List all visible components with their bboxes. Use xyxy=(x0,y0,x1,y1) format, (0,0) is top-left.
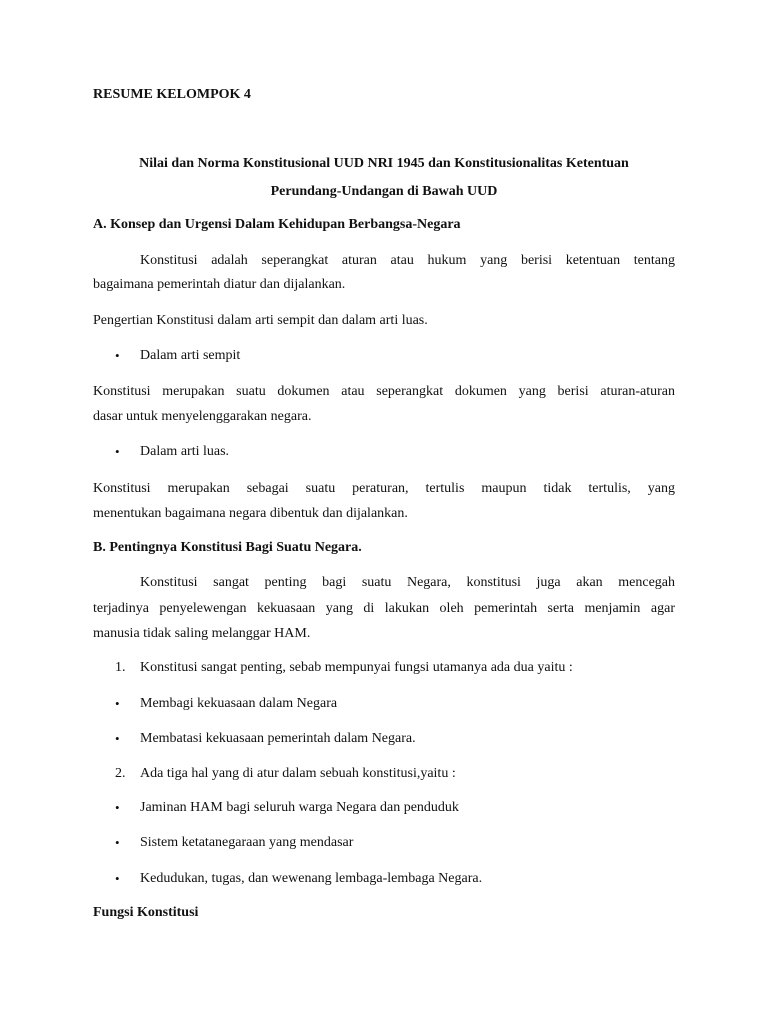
list-item-1: Konstitusi sangat penting, sebab mempunyai fungsi utamanya ada dua yaitu : xyxy=(140,660,573,675)
section-a-para2: Pengertian Konstitusi dalam arti sempit dan dalam arti luas. xyxy=(93,313,428,328)
section-a-para3-line1: Konstitusi merupakan suatu dokumen atau seperangkat dokumen yang berisi aturan-aturan xyxy=(93,384,675,399)
heading-line-1: Nilai dan Norma Konstitusional UUD NRI 1945 dan Konstitusionalitas Ketentuan xyxy=(139,156,629,171)
section-a-title: A. Konsep dan Urgensi Dalam Kehidupan Berbangsa-Negara xyxy=(93,217,461,232)
bullet-icon: • xyxy=(115,696,120,711)
section-b-title: B. Pentingnya Konstitusi Bagi Suatu Negara. xyxy=(93,540,362,555)
bullet-icon: • xyxy=(115,871,120,886)
section-a-para1-line2: bagaimana pemerintah diatur dan dijalankan. xyxy=(93,277,346,292)
bullet-icon: • xyxy=(115,444,120,459)
list-number-2: 2. xyxy=(115,766,126,781)
list-item-1-bullet-1: Membagi kekuasaan dalam Negara xyxy=(140,696,338,711)
list-item-1-bullet-2: Membatasi kekuasaan pemerintah dalam Negara. xyxy=(140,731,416,746)
section-b-para1-line2: terjadinya penyelewengan kekuasaan yang di lakukan oleh pemerintah serta menjamin agar xyxy=(93,601,675,616)
bullet-item-luas: Dalam arti luas. xyxy=(140,444,230,459)
list-item-2-bullet-3: Kedudukan, tugas, dan wewenang lembaga-lembaga Negara. xyxy=(140,871,483,886)
bullet-icon: • xyxy=(115,731,120,746)
heading-line-2: Perundang-Undangan di Bawah UUD xyxy=(270,184,498,199)
section-a-para4-line2: menentukan bagaimana negara dibentuk dan dijalankan. xyxy=(93,506,408,521)
section-a-para4-line1: Konstitusi merupakan sebagai suatu peraturan, tertulis maupun tidak tertulis, yang xyxy=(93,481,675,496)
bullet-icon: • xyxy=(115,800,120,815)
section-b-para1-line1: Konstitusi sangat penting bagi suatu Negara, konstitusi juga akan mencegah xyxy=(140,575,675,590)
list-item-2-bullet-2: Sistem ketatanegaraan yang mendasar xyxy=(140,835,354,850)
bullet-icon: • xyxy=(115,348,120,363)
bullet-item-sempit: Dalam arti sempit xyxy=(140,348,241,363)
section-a-para1-line1: Konstitusi adalah seperangkat aturan atau hukum yang berisi ketentuan tentang xyxy=(140,253,675,268)
list-item-2: Ada tiga hal yang di atur dalam sebuah konstitusi,yaitu : xyxy=(140,766,456,781)
section-a-para3-line2: dasar untuk menyelenggarakan negara. xyxy=(93,409,312,424)
bullet-icon: • xyxy=(115,835,120,850)
list-item-2-bullet-1: Jaminan HAM bagi seluruh warga Negara dan penduduk xyxy=(140,800,459,815)
section-fungsi-title: Fungsi Konstitusi xyxy=(93,905,199,920)
section-b-para1-line3: manusia tidak saling melanggar HAM. xyxy=(93,626,311,641)
document-title: RESUME KELOMPOK 4 xyxy=(93,87,251,102)
list-number-1: 1. xyxy=(115,660,126,675)
